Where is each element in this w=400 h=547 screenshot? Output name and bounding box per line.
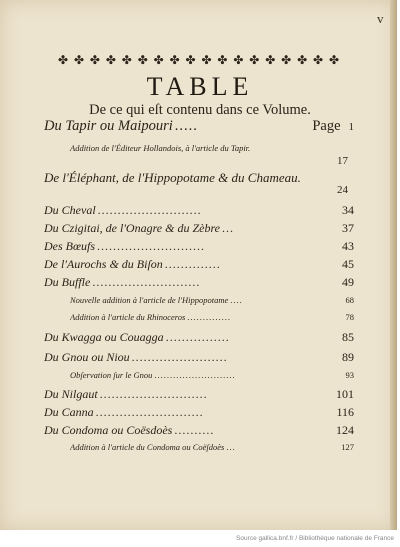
toc-entry-leader: .... bbox=[230, 295, 243, 305]
toc-entry-label: Des Bœufs bbox=[44, 239, 95, 253]
toc-entry-leader: ........................... bbox=[92, 275, 201, 289]
toc-entry-page: 24 bbox=[337, 184, 348, 196]
toc-entry-gnou[interactable] bbox=[44, 350, 354, 365]
fleuron-icon: ✤ bbox=[217, 53, 227, 67]
toc-entry-addition-hippopotame[interactable] bbox=[70, 295, 354, 305]
toc-entry-label: Du Nilgaut bbox=[44, 387, 98, 401]
toc-entry-boeufs[interactable] bbox=[44, 239, 354, 254]
toc-entry-leader: .......................... bbox=[97, 203, 202, 217]
toc-entry-label: Addition à l'article du Rhinoceros bbox=[70, 312, 186, 322]
toc-entry-label: Du Kwagga ou Couagga bbox=[44, 330, 164, 344]
toc-entry-leader: ................ bbox=[165, 330, 230, 344]
toc-entry-label: Du Czigitai, de l'Onagre & du Zèbre bbox=[44, 221, 221, 235]
toc-entry-label: Obſervation ſur le Gnou bbox=[70, 370, 153, 380]
toc-entry-leader: .............. bbox=[187, 312, 232, 322]
toc-entry-leader: ..... bbox=[174, 118, 198, 134]
fleuron-icon: ✤ bbox=[58, 53, 68, 67]
toc-entry-leader: ........................... bbox=[99, 387, 208, 401]
toc-entry-cheval[interactable] bbox=[44, 203, 354, 218]
toc-entry-label: Du Canna bbox=[44, 405, 94, 419]
toc-entry-observation-gnou[interactable] bbox=[70, 370, 354, 380]
page-title: TABLE bbox=[146, 72, 254, 101]
toc-entry-leader: ........................ bbox=[131, 350, 228, 364]
toc-entry-leader: .............. bbox=[164, 257, 221, 271]
fleuron-icon: ✤ bbox=[297, 53, 307, 67]
toc-entry-buffle[interactable] bbox=[44, 275, 354, 290]
fleuron-icon: ✤ bbox=[169, 53, 179, 67]
toc-entry-page: 101 bbox=[336, 387, 354, 401]
toc-entry-addition-tapir[interactable] bbox=[70, 143, 354, 153]
toc-entry-page: 89 bbox=[342, 350, 354, 364]
fleuron-icon: ✤ bbox=[89, 53, 99, 67]
toc-entry-label: Du Condoma ou Coësdoès bbox=[44, 423, 173, 437]
toc-entry-leader: .......... bbox=[174, 423, 215, 437]
toc-entry-leader: .......................... bbox=[154, 370, 236, 380]
toc-entry-page: 68 bbox=[345, 295, 354, 305]
fleuron-icon: ✤ bbox=[105, 53, 115, 67]
fleuron-icon: ✤ bbox=[121, 53, 131, 67]
toc-entry-leader: ... bbox=[222, 221, 235, 235]
fleuron-icon: ✤ bbox=[185, 53, 195, 67]
fleuron-icon: ✤ bbox=[201, 53, 211, 67]
toc-entry-addition-condoma[interactable] bbox=[70, 442, 354, 452]
toc-entry-leader: ... bbox=[226, 442, 236, 452]
toc-entry-leader: ........................... bbox=[95, 405, 204, 419]
toc-entry-leader: ........................... bbox=[97, 239, 205, 253]
toc-entry-label: Addition à l'article du Condoma ou Coëſdoès bbox=[70, 442, 225, 452]
fleuron-icon: ✤ bbox=[249, 53, 259, 67]
fleuron-icon: ✤ bbox=[153, 53, 163, 67]
toc-entry-page: 34 bbox=[342, 203, 354, 217]
toc-entry-tapir[interactable] bbox=[44, 118, 354, 135]
toc-entry-label: Du Gnou ou Niou bbox=[44, 350, 130, 364]
toc-entry-label: Du Tapir ou Maipouri bbox=[44, 118, 173, 134]
toc-entry-czigitai[interactable] bbox=[44, 221, 354, 236]
toc-entry-page: 43 bbox=[342, 239, 354, 253]
toc-entry-label: De l'Éléphant, de l'Hippopotame & du Chameau. bbox=[44, 170, 301, 185]
toc-entry-page: 78 bbox=[345, 312, 354, 322]
toc-entry-page: 116 bbox=[336, 405, 354, 419]
toc-entry-page: 127 bbox=[341, 442, 354, 452]
toc-entry-label: Du Buffle bbox=[44, 275, 91, 289]
toc-entry-page: 93 bbox=[345, 370, 354, 380]
fleuron-icon: ✤ bbox=[137, 53, 147, 67]
toc-entry-canna[interactable] bbox=[44, 405, 354, 420]
toc-entry-nilgaut[interactable] bbox=[44, 387, 354, 402]
toc-entry-label: De l'Aurochs & du Biſon bbox=[44, 257, 163, 271]
toc-entry-elephant[interactable] bbox=[44, 170, 354, 186]
toc-entry-label: Du Cheval bbox=[44, 203, 96, 217]
toc-entry-label: Nouvelle addition à l'article de l'Hippopotame bbox=[70, 295, 229, 305]
fleuron-icon: ✤ bbox=[233, 53, 243, 67]
toc-entry-addition-rhinoceros[interactable] bbox=[70, 312, 354, 322]
fleuron-icon: ✤ bbox=[265, 53, 275, 67]
page-subtitle: De ce qui eſt contenu dans ce Volume. bbox=[89, 102, 311, 118]
toc-entry-page: 17 bbox=[337, 155, 348, 167]
toc-entry-page: 45 bbox=[342, 257, 354, 271]
fleuron-icon: ✤ bbox=[281, 53, 291, 67]
toc-entry-condoma[interactable] bbox=[44, 423, 354, 438]
ornament-band bbox=[58, 52, 338, 68]
toc-entry-page: 124 bbox=[336, 423, 354, 437]
folio-number: v bbox=[377, 11, 384, 26]
toc-entry-kwagga[interactable] bbox=[44, 330, 354, 345]
toc-entry-aurochs[interactable] bbox=[44, 257, 354, 272]
toc-entry-label: Addition de l'Éditeur Hollandois, à l'article du Tapir. bbox=[70, 143, 251, 153]
toc-page-word: Page bbox=[312, 118, 341, 134]
toc-entry-page: 85 bbox=[342, 330, 354, 344]
toc-entry-page: 37 bbox=[342, 221, 354, 235]
toc-entry-page: 49 bbox=[342, 275, 354, 289]
fleuron-icon: ✤ bbox=[313, 53, 323, 67]
toc-entry-page: 1 bbox=[348, 121, 354, 133]
source-credit: Source gallica.bnf.fr / Bibliothèque nationale de France bbox=[236, 535, 394, 542]
fleuron-icon: ✤ bbox=[73, 53, 83, 67]
fleuron-icon: ✤ bbox=[328, 53, 338, 67]
